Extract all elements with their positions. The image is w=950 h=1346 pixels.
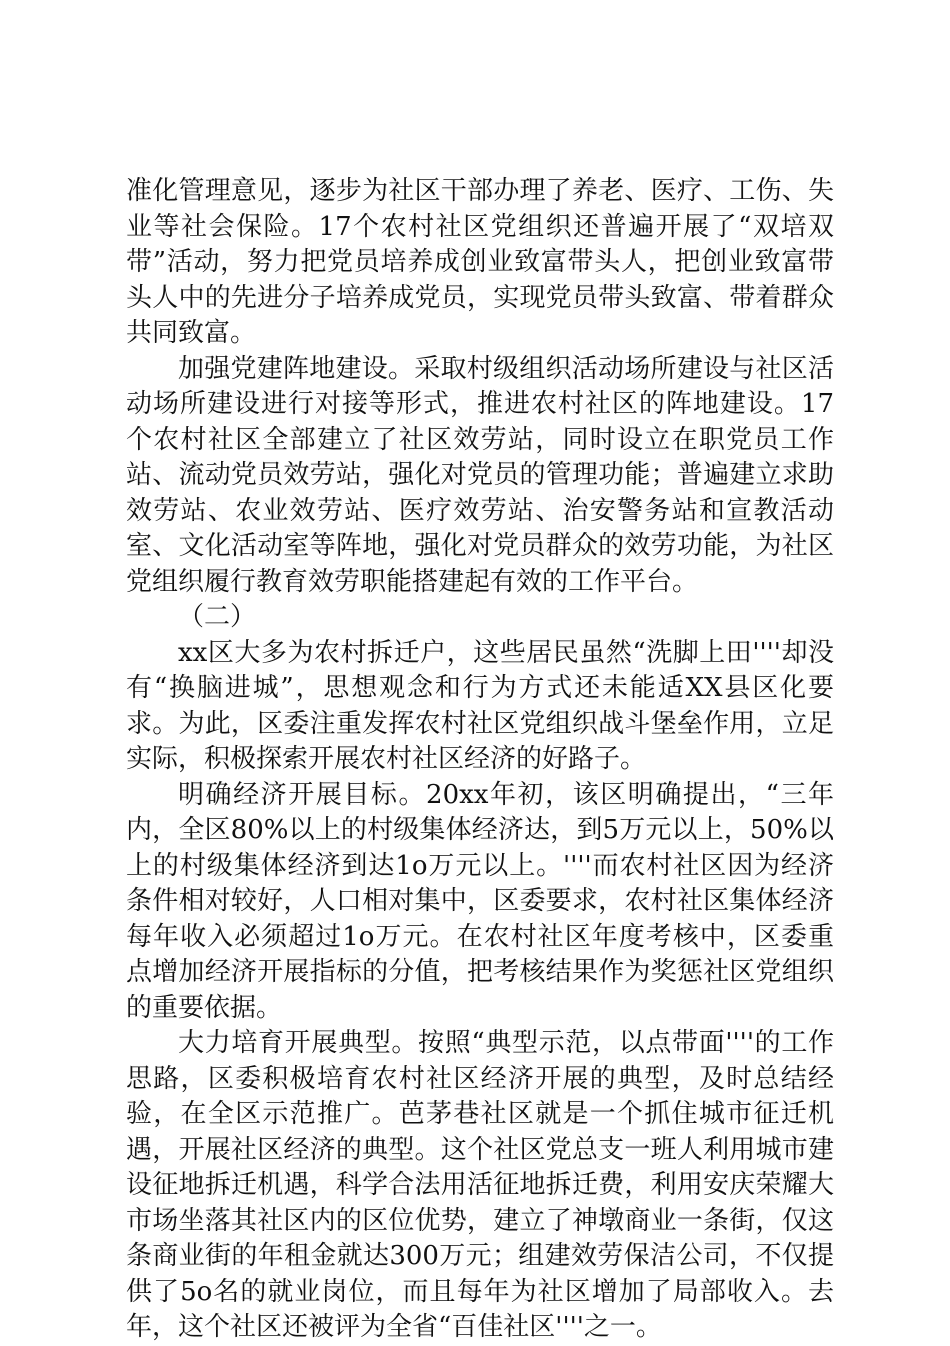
- paragraph-typical-examples: 大力培育开展典型。按照“典型示范，以点带面''''的工作思路，区委积极培育农村社区经济开展的典型，及时总结经验，在全区示范推广。芭茅巷社区就是一个抓住城市征迁机遇，开展社区经济的典型。这个社区党总支一班人利用城市建设征地拆迁机遇，科学合法用活征地拆迁费，利用安庆荣耀大市场坐落其社区内的区位优势，建立了神墩商业一条街，仅这条商业街的年租金就达300万元；组建效劳保洁公司，不仅提供了5o名的就业岗位，而且每年为社区增加了局部收入。去年，这个社区还被评为全省“百佳社区''''之一。: [126, 1028, 834, 1342]
- paragraph-position-building: 加强党建阵地建设。采取村级组织活动场所建设与社区活动场所建设进行对接等形式，推进农村社区的阵地建设。17个农村社区全部建立了社区效劳站，同时设立在职党员工作站、流动党员效劳站，强化对党员的管理功能；普遍建立求助效劳站、农业效劳站、医疗效劳站、治安警务站和宣教活动室、文化活动室等阵地，强化对党员群众的效劳功能，为社区党组织履行教育效劳职能搭建起有效的工作平台。: [126, 353, 834, 597]
- document-body: [126, 174, 834, 1346]
- paragraph-social-insurance: 准化管理意见，逐步为社区干部办理了养老、医疗、工伤、失业等社会保险。17个农村社区党组织还普遍开展了“双培双带”活动，努力把党员培养成创业致富带头人，把创业致富带头人中的先进分子培养成党员，实现党员带头致富、带着群众共同致富。: [126, 176, 834, 348]
- section-heading-two: （二）: [178, 602, 257, 632]
- paragraph-relocated-residents: xx区大多为农村拆迁户，这些居民虽然“洗脚上田''''却没有“换脑进城”，思想观念和行为方式还未能适XX县区化要求。为此，区委注重发挥农村社区党组织战斗堡垒作用，立足实际，积极探索开展农村社区经济的好路子。: [126, 637, 834, 774]
- paragraph-economic-targets: 明确经济开展目标。20xx年初，该区明确提出，“三年内，全区80%以上的村级集体经济达，到5万元以上，50%以上的村级集体经济到达1o万元以上。''''而农村社区因为经济条件相对较好，人口相对集中，区委要求，农村社区集体经济每年收入必须超过1o万元。在农村社区年度考核中，区委重点增加经济开展指标的分值，把考核结果作为奖惩社区党组织的重要依据。: [126, 779, 834, 1023]
